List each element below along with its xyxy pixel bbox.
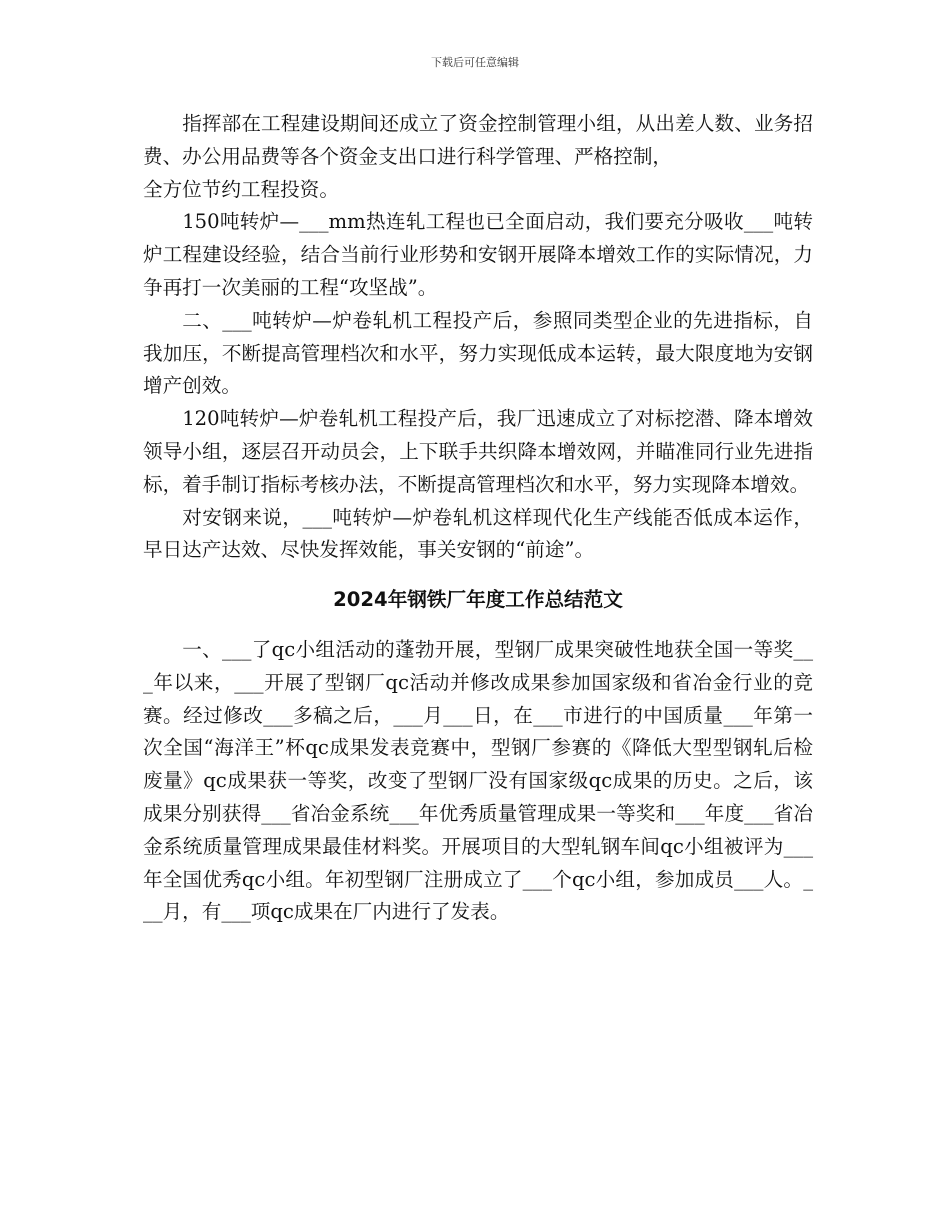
- paragraph: 150吨转炉—___mm热连轧工程也已全面启动，我们要充分吸收___吨转炉工程建设经验，结合当前行业形势和安钢开展降本增效工作的实际情况，力争再打一次美丽的工程“攻坚战”。: [143, 210, 813, 299]
- paragraph: 一、___了qc小组活动的蓬勃开展，型钢厂成果突破性地获全国一等奖___年以来，___开展了型钢厂qc活动并修改成果参加国家级和省冶金行业的竞赛。经过修改___多稿之后，___月___日，在___市进行的中国质量___年第一次全国“海洋王”杯qc成果发表竞赛中，型钢厂参赛的《降低大型型钢轧后检废量》qc成果获一等奖，改变了型钢厂没有国家级qc成果的历史。之后，该成果分别获得___省冶金系统___年优秀质量管理成果一等奖和___年度___省冶金系统质量管理成果最佳材料奖。开展项目的大型轧钢车间qc小组被评为___年全国优秀qc小组。年初型钢厂注册成立了___个qc小组，参加成员___人。___月，有___项qc成果在厂内进行了发表。: [143, 637, 813, 924]
- paragraph: 全方位节约工程投资。: [143, 177, 339, 201]
- section-title: 2024年钢铁厂年度工作总结范文: [333, 588, 623, 612]
- document-body: [143, 108, 813, 929]
- paragraph: 对安钢来说，___吨转炉—炉卷轧机这样现代化生产线能否低成本运作，早日达产达效、尽快发挥效能，事关安钢的“前途”。: [143, 505, 813, 562]
- page-header: 下载后可任意编辑: [431, 56, 519, 69]
- paragraph: 120吨转炉—炉卷轧机工程投产后，我厂迅速成立了对标挖潜、降本增效领导小组，逐层召开动员会，上下联手共织降本增效网，并瞄准同行业先进指标，着手制订指标考核办法，不断提高管理档次和水平，努力实现降本增效。: [143, 407, 813, 496]
- paragraph: 指挥部在工程建设期间还成立了资金控制管理小组，从出差人数、业务招费、办公用品费等各个资金支出口进行科学管理、严格控制，: [143, 112, 813, 168]
- paragraph: 二、___吨转炉—炉卷轧机工程投产后，参照同类型企业的先进指标，自我加压，不断提高管理档次和水平，努力实现低成本运转，最大限度地为安钢增产创效。: [143, 308, 813, 398]
